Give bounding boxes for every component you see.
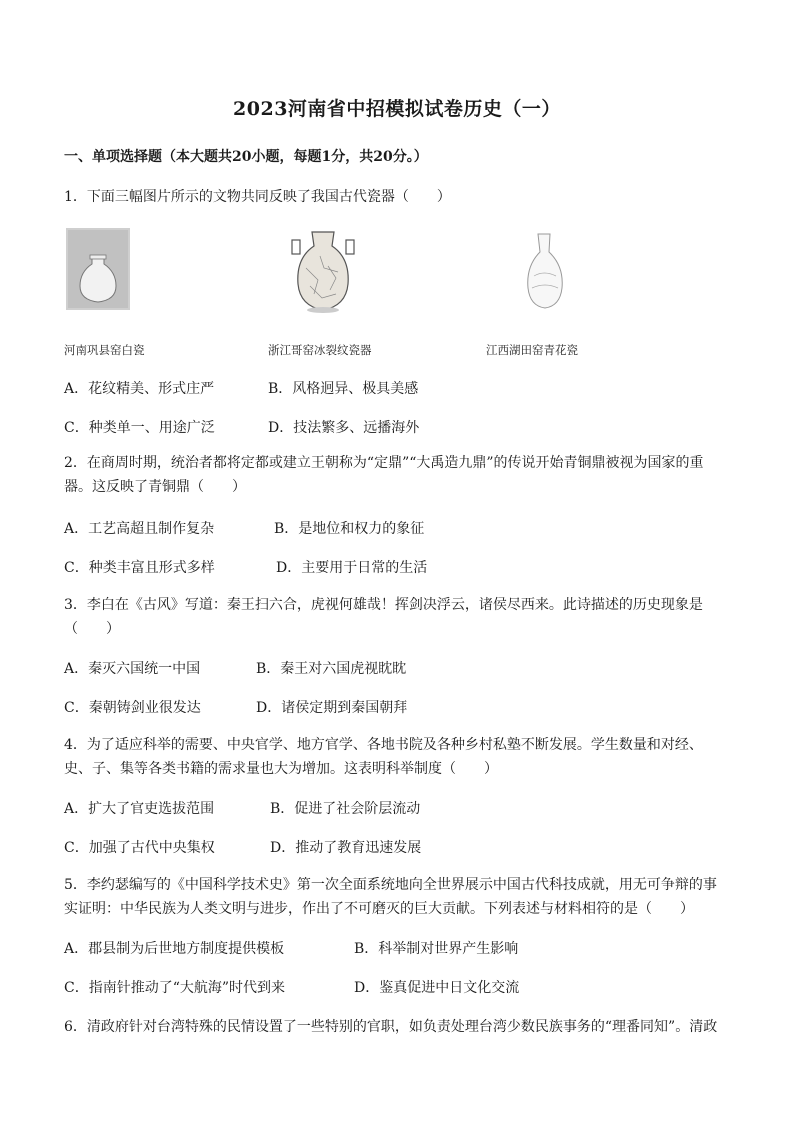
question-3-stem: 3．李白在《古风》写道：秦王扫六合，虎视何雄哉！挥剑决浮云，诸侯尽西来。此诗描述的历史现象是（ ） [64, 597, 703, 637]
question-4-option-a: A．扩大了官吏选拔范围 [64, 801, 215, 817]
question-6-stem: 6．清政府针对台湾特殊的民情设置了一些特别的官职，如负责处理台湾少数民族事务的“理番同知”。清政 [64, 1019, 718, 1035]
question-1-option-b: B．风格迥异、极具美感 [268, 381, 419, 397]
question-1-option-a: A．花纹精美、形式庄严 [64, 381, 215, 397]
section-heading: 一、单项选择题（本大题共20小题，每题1分，共20分。） [64, 149, 428, 165]
question-2-option-b: B．是地位和权力的象征 [274, 521, 425, 537]
question-4-stem: 4．为了适应科举的需要、中央官学、地方官学、各地书院及各种乡村私塾不断发展。学生数量和对经、史、子、集等各类书籍的需求量也大为增加。这表明科举制度（ ） [64, 737, 703, 777]
image-caption-1: 河南巩县窑白瓷 [64, 343, 145, 357]
question-5-option-b: B．科举制对世界产生影响 [354, 941, 519, 957]
blue-white-vase-photo [520, 230, 570, 312]
question-5-option-a: A．郡县制为后世地方制度提供模板 [64, 941, 285, 957]
question-4-option-b: B．促进了社会阶层流动 [270, 801, 421, 817]
question-5-option-c: C．指南针推动了“大航海”时代到来 [64, 980, 286, 996]
image-caption-2: 浙江哥窑冰裂纹瓷器 [268, 343, 372, 357]
exam-title: 2023河南省中招模拟试卷历史（一） [233, 98, 561, 120]
question-4-option-d: D．推动了教育迅速发展 [270, 840, 422, 856]
question-5-stem: 5．李约瑟编写的《中国科学技术史》第一次全面系统地向全世界展示中国古代科技成就，用无可争辩的事实证明：中华民族为人类文明与进步，作出了不可磨灭的巨大贡献。下列表述与材料相符的是（ ） [64, 877, 717, 917]
question-1-stem: 1．下面三幅图片所示的文物共同反映了我国古代瓷器（ ） [64, 189, 451, 205]
question-1-option-d: D．技法繁多、远播海外 [268, 420, 420, 436]
question-2-option-c: C．种类丰富且形式多样 [64, 560, 215, 576]
question-3-option-b: B．秦王对六国虎视眈眈 [256, 661, 407, 677]
question-3-option-d: D．诸侯定期到秦国朝拜 [256, 700, 408, 716]
question-2-stem: 2．在商周时期，统治者都将定都或建立王朝称为“定鼎”“大禹造九鼎”的传说开始青铜鼎被视为国家的重器。这反映了青铜鼎（ ） [64, 455, 704, 495]
question-4-option-c: C．加强了古代中央集权 [64, 840, 215, 856]
crackle-vase-photo [284, 228, 362, 314]
question-5-option-d: D．鉴真促进中日文化交流 [354, 980, 520, 996]
question-2-option-a: A．工艺高超且制作复杂 [64, 521, 215, 537]
porcelain-vase-photo [66, 228, 130, 310]
question-1-option-c: C．种类单一、用途广泛 [64, 420, 215, 436]
question-2-option-d: D．主要用于日常的生活 [276, 560, 428, 576]
question-3-option-a: A．秦灭六国统一中国 [64, 661, 201, 677]
question-3-option-c: C．秦朝铸剑业很发达 [64, 700, 201, 716]
image-caption-3: 江西湖田窑青花瓷 [486, 343, 578, 357]
